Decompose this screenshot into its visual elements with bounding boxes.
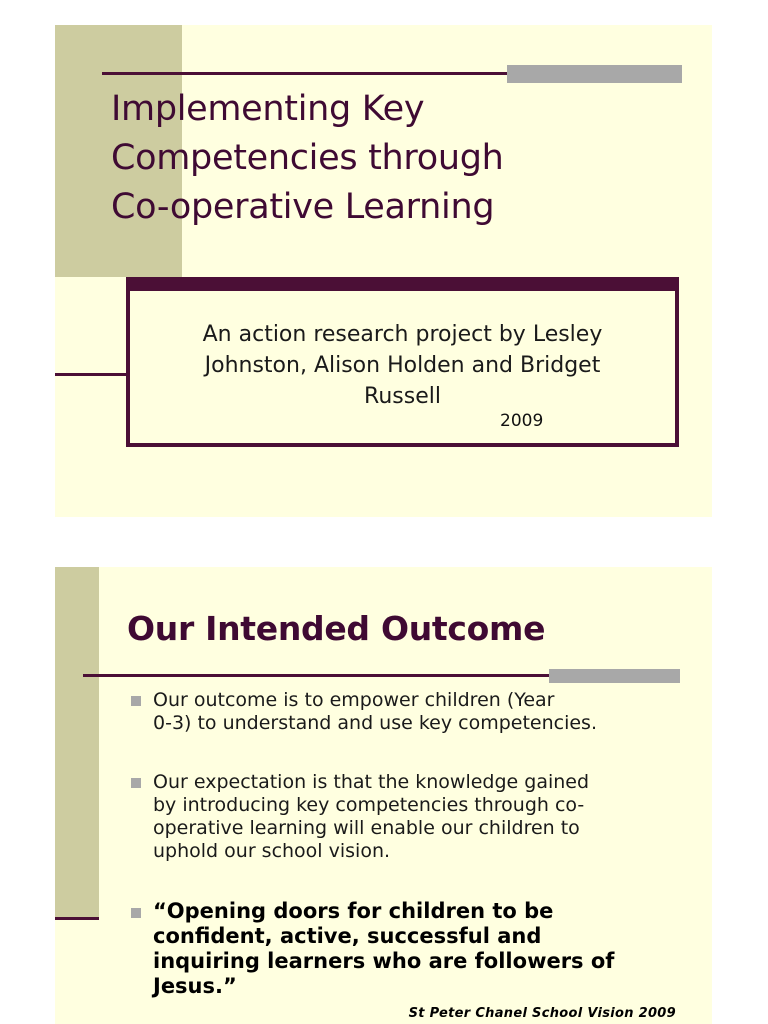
subtitle-line: Johnston, Alison Holden and Bridget [204, 353, 601, 378]
slide-1-left-rule [55, 373, 127, 376]
bullet-line: “Opening doors for children to be [153, 899, 554, 923]
slide-1-title-line: Implementing Key [111, 89, 425, 129]
bullet-line: confident, active, successful and [153, 924, 542, 948]
square-bullet-icon [131, 696, 141, 706]
slide-1 [55, 25, 712, 517]
bullet-text [153, 689, 701, 735]
bullet-text [153, 771, 701, 863]
subtitle-box [126, 277, 679, 447]
slide-1-title-line: Co-operative Learning [111, 187, 495, 227]
slide-2-left-rule [55, 917, 99, 920]
bullet-line: uphold our school vision. [153, 840, 391, 862]
bullet-line: Our expectation is that the knowledge gained [153, 771, 590, 793]
subtitle-line: An action research project by Lesley [202, 322, 603, 347]
bullet-line: Our outcome is to empower children (Year [153, 689, 555, 711]
bullet-line: by introducing key competencies through co- [153, 794, 585, 816]
bullet-text [153, 899, 701, 999]
bullet-line: 0-3) to understand and use key competencies. [153, 712, 597, 734]
slide-1-grey-bar [507, 65, 682, 83]
slide-1-title-line: Competencies through [111, 138, 504, 178]
square-bullet-icon [131, 778, 141, 788]
subtitle-year: 2009 [500, 411, 544, 431]
bullet-line: inquiring learners who are followers of [153, 949, 615, 973]
slide-2 [55, 567, 712, 1024]
vision-caption: St Peter Chanel School Vision 2009 [408, 1006, 676, 1021]
subtitle-line: Russell [364, 384, 441, 409]
slide-1-title [111, 85, 631, 232]
square-bullet-icon [131, 908, 141, 918]
slide-2-grey-bar [549, 669, 680, 683]
slide-2-title: Our Intended Outcome [127, 609, 546, 648]
bullet-line: operative learning will enable our children to [153, 817, 580, 839]
subtitle-text [130, 319, 675, 412]
slide-2-accent-bar [55, 567, 99, 919]
bullet-line: Jesus.” [153, 974, 237, 998]
